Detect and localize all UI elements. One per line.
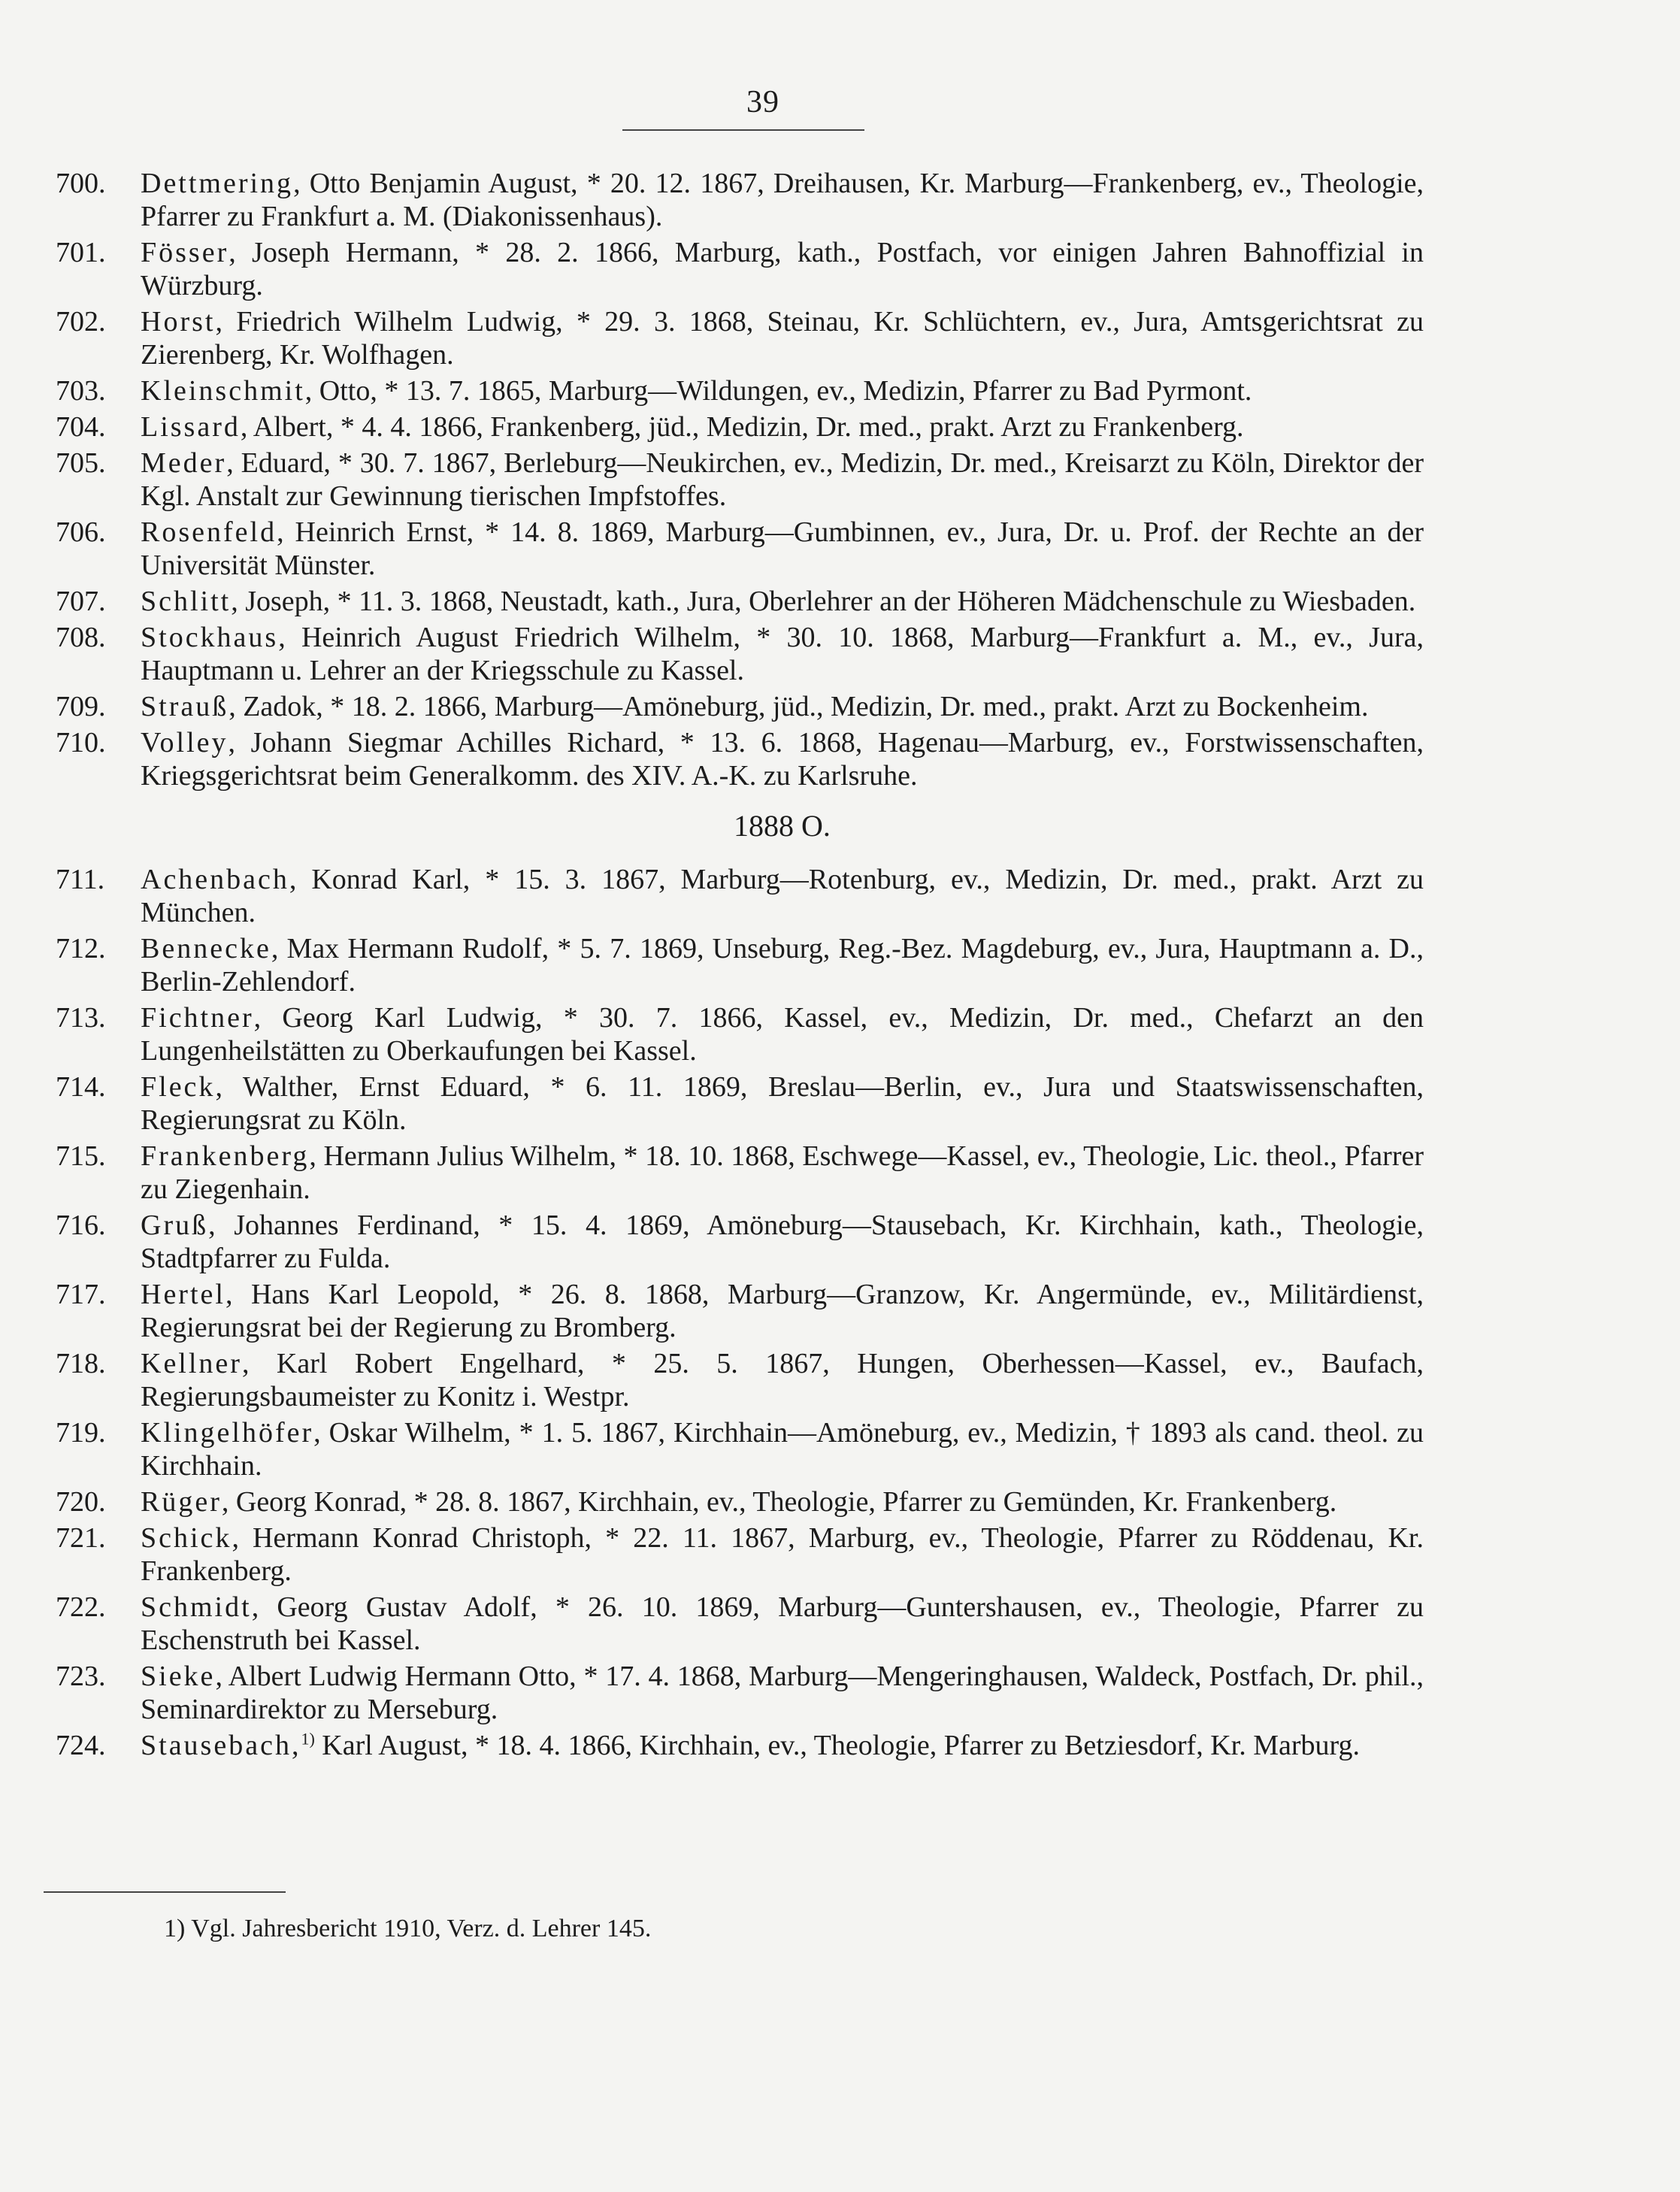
- entry-details: , Walther, Ernst Eduard, * 6. 11. 1869, Breslau—Berlin, ev., Jura und Staatswissenschaften, Regierungsrat zu Köln.: [141, 1071, 1424, 1136]
- entry-item: [56, 167, 1424, 233]
- entry-item: [56, 1209, 1424, 1275]
- entry-details: Karl August, * 18. 4. 1866, Kirchhain, ev., Theologie, Pfarrer zu Betziesdorf, Kr. Marburg.: [314, 1730, 1360, 1761]
- entry-details: , Otto Benjamin August, * 20. 12. 1867, Dreihausen, Kr. Marburg—Frankenberg, ev., Theologie, Pfarrer zu Frankfurt a. M. (Diakonissenhaus).: [141, 168, 1424, 232]
- entry-surname: Kleinschmit: [141, 375, 305, 407]
- entry-item: [56, 1591, 1424, 1657]
- entry-number: 718.: [56, 1348, 106, 1379]
- entry-text: [141, 1001, 1424, 1067]
- entry-details: , Hermann Julius Wilhelm, * 18. 10. 1868, Eschwege—Kassel, ev., Theologie, Lic. theol., Pfarrer zu Ziegenhain.: [141, 1140, 1424, 1205]
- footnote-rule: [44, 1891, 286, 1893]
- entry-text: [141, 1416, 1424, 1482]
- entry-text: [141, 1070, 1424, 1137]
- entry-text: [141, 621, 1424, 687]
- entry-details: , Zadok, * 18. 2. 1866, Marburg—Amöneburg, jüd., Medizin, Dr. med., prakt. Arzt zu Bockenheim.: [229, 691, 1369, 722]
- entry-surname: Volley: [141, 727, 229, 758]
- entry-surname: Kellner: [141, 1348, 242, 1379]
- entry-surname: Stockhaus: [141, 622, 279, 653]
- entry-surname: Achenbach: [141, 864, 289, 895]
- entry-surname: Schick: [141, 1522, 232, 1554]
- entry-item: [56, 1416, 1424, 1482]
- entry-number: 722.: [56, 1591, 106, 1623]
- page-number: 39: [746, 85, 779, 120]
- entry-number: 723.: [56, 1661, 106, 1692]
- entry-surname: Schmidt: [141, 1591, 252, 1623]
- entry-number: 719.: [56, 1417, 106, 1449]
- entry-number: 707.: [56, 586, 106, 617]
- entry-text: [141, 236, 1424, 302]
- entry-text: [141, 1209, 1424, 1275]
- entry-number: 720.: [56, 1486, 106, 1518]
- entry-text: [141, 167, 1424, 233]
- entry-surname: Sieke: [141, 1661, 216, 1692]
- entry-item: [56, 1001, 1424, 1067]
- entry-number: 712.: [56, 933, 106, 964]
- entry-text: [141, 374, 1424, 407]
- entry-number: 705.: [56, 447, 106, 479]
- entry-surname: Lissard: [141, 411, 241, 443]
- entry-details: , Hermann Konrad Christoph, * 22. 11. 1867, Marburg, ev., Theologie, Pfarrer zu Röddenau, Kr. Frankenberg.: [141, 1522, 1424, 1587]
- entry-item: [56, 1521, 1424, 1588]
- entry-details: , Otto, * 13. 7. 1865, Marburg—Wildungen, ev., Medizin, Pfarrer zu Bad Pyrmont.: [304, 375, 1252, 407]
- entry-details: , Heinrich Ernst, * 14. 8. 1869, Marburg—Gumbinnen, ev., Jura, Dr. u. Prof. der Rechte an der Universität Münster.: [141, 516, 1424, 581]
- entry-text: [141, 447, 1424, 513]
- entry-text: [141, 726, 1424, 792]
- entry-text: [141, 1521, 1424, 1588]
- entry-number: 713.: [56, 1002, 106, 1034]
- entry-details: , Georg Karl Ludwig, * 30. 7. 1866, Kassel, ev., Medizin, Dr. med., Chefarzt an den Lungenheilstätten zu Oberkaufungen bei Kassel.: [141, 1002, 1424, 1067]
- entry-item: [56, 1070, 1424, 1137]
- entry-item: [56, 305, 1424, 371]
- entry-text: [141, 516, 1424, 582]
- entry-text: [141, 1729, 1424, 1762]
- entry-item: [56, 863, 1424, 929]
- entry-item: [56, 1729, 1424, 1762]
- entry-number: 711.: [56, 864, 105, 895]
- entry-details: , Max Hermann Rudolf, * 5. 7. 1869, Unseburg, Reg.-Bez. Magdeburg, ev., Jura, Hauptmann a. D., Berlin-Zehlendorf.: [141, 933, 1424, 998]
- entry-number: 700.: [56, 168, 106, 199]
- entry-surname: Schlitt: [141, 586, 232, 617]
- entry-details: , Joseph, * 11. 3. 1868, Neustadt, kath., Jura, Oberlehrer an der Höheren Mädchenschule zu Wiesbaden.: [231, 586, 1416, 617]
- entry-details: , Johannes Ferdinand, * 15. 4. 1869, Amöneburg—Stausebach, Kr. Kirchhain, kath., Theologie, Stadtpfarrer zu Fulda.: [141, 1210, 1424, 1274]
- entry-item: [56, 410, 1424, 444]
- entry-number: 709.: [56, 691, 106, 722]
- entry-text: [141, 690, 1424, 723]
- entry-details: , Eduard, * 30. 7. 1867, Berleburg—Neukirchen, ev., Medizin, Dr. med., Kreisarzt zu Köln, Direktor der Kgl. Anstalt zur Gewinnung tierischen Impfstoffes.: [141, 447, 1424, 512]
- entry-number: 721.: [56, 1522, 106, 1554]
- entry-surname: Hertel: [141, 1279, 226, 1310]
- entry-number: 715.: [56, 1140, 106, 1172]
- entry-item: [56, 726, 1424, 792]
- entry-item: [56, 1140, 1424, 1206]
- entry-item: [56, 621, 1424, 687]
- entry-number: 716.: [56, 1210, 106, 1241]
- entry-surname: Meder: [141, 447, 227, 479]
- year-heading: 1888 O.: [734, 809, 831, 843]
- entry-text: [141, 1660, 1424, 1726]
- entry-text: [141, 410, 1424, 444]
- entry-details: , Georg Gustav Adolf, * 26. 10. 1869, Marburg—Guntershausen, ev., Theologie, Pfarrer zu Eschenstruth bei Kassel.: [141, 1591, 1424, 1656]
- entry-surname: Gruß: [141, 1210, 209, 1241]
- entry-number: 704.: [56, 411, 106, 443]
- entry-item: [56, 1347, 1424, 1413]
- entry-surname: Dettmering: [141, 168, 294, 199]
- entry-surname: Fichtner: [141, 1002, 254, 1034]
- entry-surname: Klingelhöfer: [141, 1417, 314, 1449]
- entry-details: , Heinrich August Friedrich Wilhelm, * 30. 10. 1868, Marburg—Frankfurt a. M., ev., Jura, Hauptmann u. Lehrer an der Kriegsschule zu Kassel.: [141, 622, 1424, 686]
- footnote: 1) Vgl. Jahresbericht 1910, Verz. d. Lehrer 145.: [164, 1915, 652, 1942]
- header-rule: [622, 129, 864, 131]
- entry-item: [56, 374, 1424, 407]
- entry-surname: Horst: [141, 306, 216, 338]
- entry-number: 724.: [56, 1730, 106, 1761]
- entry-surname: Fleck: [141, 1071, 216, 1103]
- entry-text: [141, 1485, 1424, 1518]
- entry-surname: Rüger: [141, 1486, 222, 1518]
- entry-text: [141, 932, 1424, 998]
- entry-details: , Albert Ludwig Hermann Otto, * 17. 4. 1868, Marburg—Mengeringhausen, Waldeck, Postfach, Dr. phil., Seminardirektor zu Merseburg.: [141, 1661, 1424, 1725]
- entry-item: [56, 690, 1424, 723]
- entry-details: , Hans Karl Leopold, * 26. 8. 1868, Marburg—Granzow, Kr. Angermünde, ev., Militärdienst, Regierungsrat bei der Regierung zu Bromberg.: [141, 1279, 1424, 1343]
- entry-text: [141, 585, 1424, 618]
- entry-item: [56, 516, 1424, 582]
- entry-surname: Strauß: [141, 691, 229, 722]
- entry-text: [141, 305, 1424, 371]
- entries-group-1887: [56, 167, 1424, 1765]
- entry-item: [56, 1485, 1424, 1518]
- entry-number: 702.: [56, 306, 106, 338]
- entry-number: 706.: [56, 516, 106, 548]
- entry-item: [56, 447, 1424, 513]
- entry-surname: Frankenberg: [141, 1140, 310, 1172]
- entry-details: , Georg Konrad, * 28. 8. 1867, Kirchhain, ev., Theologie, Pfarrer zu Gemünden, Kr. Frankenberg.: [221, 1486, 1337, 1518]
- entry-details: , Oskar Wilhelm, * 1. 5. 1867, Kirchhain—Amöneburg, ev., Medizin, † 1893 als cand. theol. zu Kirchhain.: [141, 1417, 1424, 1482]
- entry-item: [56, 236, 1424, 302]
- entry-details: , Albert, * 4. 4. 1866, Frankenberg, jüd., Medizin, Dr. med., prakt. Arzt zu Frankenberg.: [240, 411, 1244, 443]
- entry-item: [56, 932, 1424, 998]
- footnote-marker: 1): [301, 1729, 315, 1748]
- entry-item: [56, 1660, 1424, 1726]
- entry-details: , Friedrich Wilhelm Ludwig, * 29. 3. 1868, Steinau, Kr. Schlüchtern, ev., Jura, Amtsgerichtsrat zu Zierenberg, Kr. Wolfhagen.: [141, 306, 1424, 371]
- entry-details: , Karl Robert Engelhard, * 25. 5. 1867, Hungen, Oberhessen—Kassel, ev., Baufach, Regierungsbaumeister zu Konitz i. Westpr.: [141, 1348, 1424, 1412]
- entry-text: [141, 1591, 1424, 1657]
- entry-number: 701.: [56, 237, 106, 268]
- entry-surname: Stausebach,: [141, 1730, 301, 1761]
- entry-number: 710.: [56, 727, 106, 758]
- entry-surname: Rosenfeld: [141, 516, 277, 548]
- entry-item: [56, 1278, 1424, 1344]
- entry-text: [141, 1140, 1424, 1206]
- entry-number: 703.: [56, 375, 106, 407]
- entry-surname: Fösser: [141, 237, 229, 268]
- entry-details: , Konrad Karl, * 15. 3. 1867, Marburg—Rotenburg, ev., Medizin, Dr. med., prakt. Arzt zu München.: [141, 864, 1424, 928]
- entry-number: 708.: [56, 622, 106, 653]
- entry-surname: Bennecke: [141, 933, 271, 964]
- entry-details: , Johann Siegmar Achilles Richard, * 13. 6. 1868, Hagenau—Marburg, ev., Forstwissenschaften, Kriegsgerichtsrat beim Generalkomm. des XIV. A.-K. zu Karlsruhe.: [141, 727, 1424, 792]
- entry-text: [141, 1347, 1424, 1413]
- entry-number: 714.: [56, 1071, 106, 1103]
- entry-number: 717.: [56, 1279, 106, 1310]
- entry-text: [141, 863, 1424, 929]
- entry-text: [141, 1278, 1424, 1344]
- entry-item: [56, 585, 1424, 618]
- entry-details: , Joseph Hermann, * 28. 2. 1866, Marburg, kath., Postfach, vor einigen Jahren Bahnoffizial in Würzburg.: [141, 237, 1424, 301]
